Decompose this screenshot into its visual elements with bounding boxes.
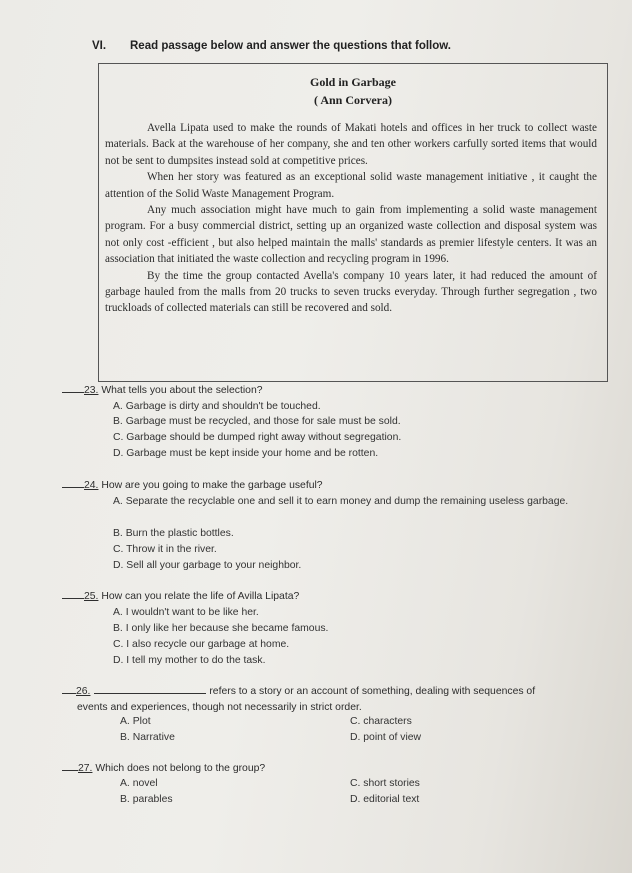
answer-blank[interactable]: [62, 770, 78, 771]
option: A. I wouldn't want to be like her.: [113, 607, 259, 618]
option: B. Narrative: [120, 732, 175, 743]
question-25: [62, 590, 299, 604]
option: D. Sell all your garbage to your neighbor.: [113, 560, 302, 571]
section-heading: [92, 40, 451, 52]
question-text: What tells you about the selection?: [101, 385, 263, 396]
question-24: [62, 479, 323, 493]
option: D. editorial text: [350, 794, 420, 805]
answer-blank[interactable]: [62, 487, 84, 488]
section-instruction: Read passage below and answer the questions that follow.: [130, 40, 451, 52]
answer-blank[interactable]: [62, 693, 76, 694]
passage-paragraph: By the time the group contacted Avella's company 10 years later, it had reduced the amount of garbage hauled from the malls from 20 trucks to seven trucks everyday. Through further segregation , two truckloads of collected materials can still be recovered and sold.: [105, 269, 597, 315]
option: A. novel: [120, 778, 158, 789]
question-number: 25.: [84, 591, 99, 602]
question-text: refers to a story or an account of something, dealing with sequences of: [209, 686, 536, 697]
fill-in-blank[interactable]: [94, 693, 206, 694]
option: B. I only like her because she became famous.: [113, 623, 329, 634]
option: D. point of view: [350, 732, 422, 743]
passage-author: ( Ann Corvera): [314, 93, 392, 107]
question-text: How are you going to make the garbage useful?: [101, 480, 323, 491]
answer-blank[interactable]: [62, 598, 84, 599]
option: A. Plot: [120, 716, 151, 727]
option: C. Throw it in the river.: [113, 544, 217, 555]
option: B. Burn the plastic bottles.: [113, 528, 234, 539]
passage-title: Gold in Garbage: [309, 75, 396, 89]
option: C. I also recycle our garbage at home.: [113, 639, 290, 650]
passage-paragraph: When her story was featured as an exceptional solid waste management initiative , it caught the attention of the Solid Waste Management Program.: [105, 171, 597, 200]
question-text-continued: events and experiences, though not necessarily in strict order.: [77, 702, 362, 713]
question-26: [62, 685, 612, 699]
passage-box: [98, 63, 608, 382]
question-27: [62, 762, 265, 776]
option: C. short stories: [350, 778, 420, 789]
section-number: VI.: [92, 40, 107, 52]
question-number: 24.: [84, 480, 99, 491]
passage-paragraph: Any much association might have much to gain from implementing a solid waste management program. For a busy commercial district, setting up an organized waste collection and disposal system was not only cost -efficient , but also helped maintain the malls' standards as premier lifestyle centers. It was an association that initiated the waste collection and recycling program in 1996.: [105, 204, 597, 266]
passage-body: [105, 120, 597, 317]
question-23: [62, 384, 263, 398]
answer-blank[interactable]: [62, 392, 84, 393]
option: D. Garbage must be kept inside your home and be rotten.: [113, 448, 379, 459]
option: C. Garbage should be dumped right away without segregation.: [113, 432, 402, 443]
question-number: 26.: [76, 686, 91, 697]
question-text: How can you relate the life of Avilla Lipata?: [101, 591, 300, 602]
option: C. characters: [350, 716, 412, 727]
question-number: 27.: [78, 763, 93, 774]
option: A. Garbage is dirty and shouldn't be touched.: [113, 401, 321, 412]
option: A. Separate the recyclable one and sell it to earn money and dump the remaining useless garbage.: [113, 496, 569, 507]
question-number: 23.: [84, 385, 99, 396]
question-text: Which does not belong to the group?: [95, 763, 266, 774]
option: D. I tell my mother to do the task.: [113, 655, 266, 666]
option: B. parables: [120, 794, 173, 805]
option: B. Garbage must be recycled, and those for sale must be sold.: [113, 416, 401, 427]
passage-paragraph: Avella Lipata used to make the rounds of Makati hotels and offices in her truck to collect waste materials. Back at the warehouse of her company, she and ten other workers carfully sorted items that would not be sent to dumpsites instead sold at competitive prices.: [105, 122, 597, 167]
